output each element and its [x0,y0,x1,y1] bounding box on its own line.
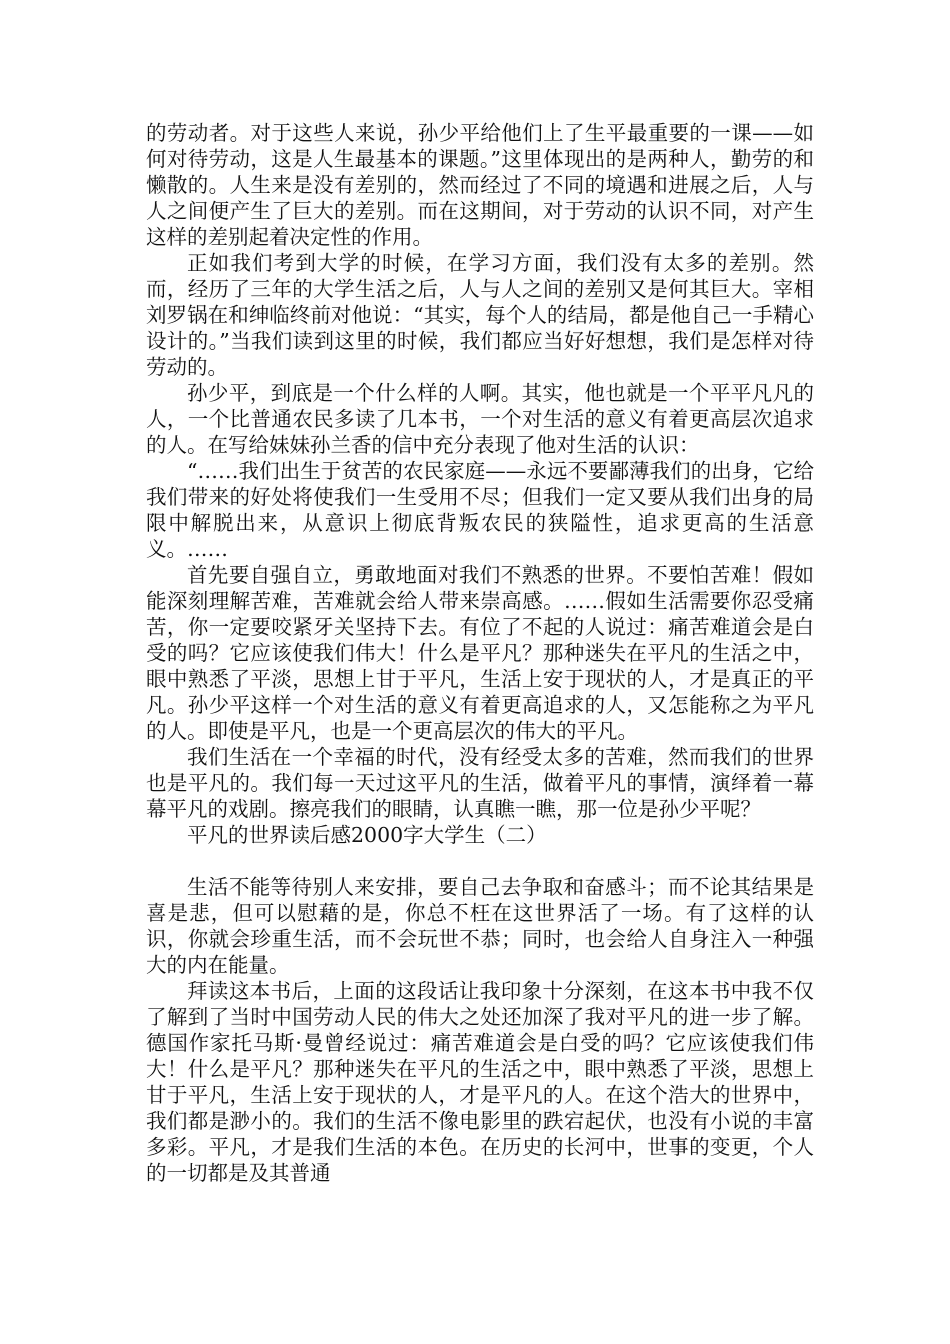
paragraph-3: 孙少平，到底是一个什么样的人啊。其实，他也就是一个平平凡凡的人，一个比普通农民多读了几本书，一个对生活的意义有着更高层次追求的人。在写给妹妹孙兰香的信中充分表现了他对生活的认识： [146,381,814,457]
paragraph-8: 拜读这本书后，上面的这段话让我印象十分深刻，在这本书中我不仅了解到了当时中国劳动人民的伟大之处还加深了我对平凡的进一步了解。德国作家托马斯·曼曾经说过：痛苦难道会是白受的吗？它应该使我们伟大！什么是平凡？那种迷失在平凡的生活之中，眼中熟悉了平淡，思想上甘于平凡，生活上安于现状的人，才是平凡的人。在这个浩大的世界中，我们都是渺小的。我们的生活不像电影里的跌宕起伏，也没有小说的丰富多彩。平凡，才是我们生活的本色。在历史的长河中，世事的变更，个人的一切都是及其普通 [146,979,814,1185]
paragraph-2: 正如我们考到大学的时候，在学习方面，我们没有太多的差别。然而，经历了三年的大学生活之后，人与人之间的差别又是何其巨大。宰相刘罗锅在和绅临终前对他说：“其实，每个人的结局，都是他自己一手精心设计的。”当我们读到这里的时候，我们都应当好好想想，我们是怎样对待劳动的。 [146,251,814,379]
paragraph-6: 我们生活在一个幸福的时代，没有经受太多的苦难，然而我们的世界也是平凡的。我们每一天过这平凡的生活，做着平凡的事情，演绎着一幕幕平凡的戏剧。擦亮我们的眼睛，认真瞧一瞧，那一位是孙少平呢？ [146,745,814,821]
blank-line [146,848,814,874]
paragraph-7: 生活不能等待别人来安排，要自己去争取和奋感斗；而不论其结果是喜是悲，但可以慰藉的是，你总不枉在这世界活了一场。有了这样的认识，你就会珍重生活，而不会玩世不恭；同时，也会给人自身注入一种强大的内在能量。 [146,875,814,977]
paragraph-1: 的劳动者。对于这些人来说，孙少平给他们上了生平最重要的一课——如何对待劳动，这是人生最基本的课题。”这里体现出的是两种人，勤劳的和懒散的。人生来是没有差别的，然而经过了不同的境遇和进展之后，人与人之间便产生了巨大的差别。而在这期间，对于劳动的认识不同，对产生这样的差别起着决定性的作用。 [146,121,814,249]
section-heading: 平凡的世界读后感2000字大学生（二） [187,823,547,847]
document-page [146,120,814,1186]
paragraph-5: 首先要自强自立，勇敢地面对我们不熟悉的世界。不要怕苦难！假如能深刻理解苦难，苦难就会给人带来崇高感。……假如生活需要你忍受痛苦，你一定要咬紧牙关坚持下去。有位了不起的人说过：痛苦难道会是白受的吗？它应该使我们伟大！什么是平凡？那种迷失在平凡的生活之中，眼中熟悉了平淡，思想上甘于平凡，生活上安于现状的人，才是真正的平凡。孙少平这样一个对生活的意义有着更高追求的人，又怎能称之为平凡的人。即使是平凡，也是一个更高层次的伟大的平凡。 [146,563,814,743]
quote-paragraph: “……我们出生于贫苦的农民家庭——永远不要鄙薄我们的出身，它给我们带来的好处将使我们一生受用不尽；但我们一定又要从我们出身的局限中解脱出来，从意识上彻底背叛农民的狭隘性，追求更高的生活意义。…… [146,459,814,561]
